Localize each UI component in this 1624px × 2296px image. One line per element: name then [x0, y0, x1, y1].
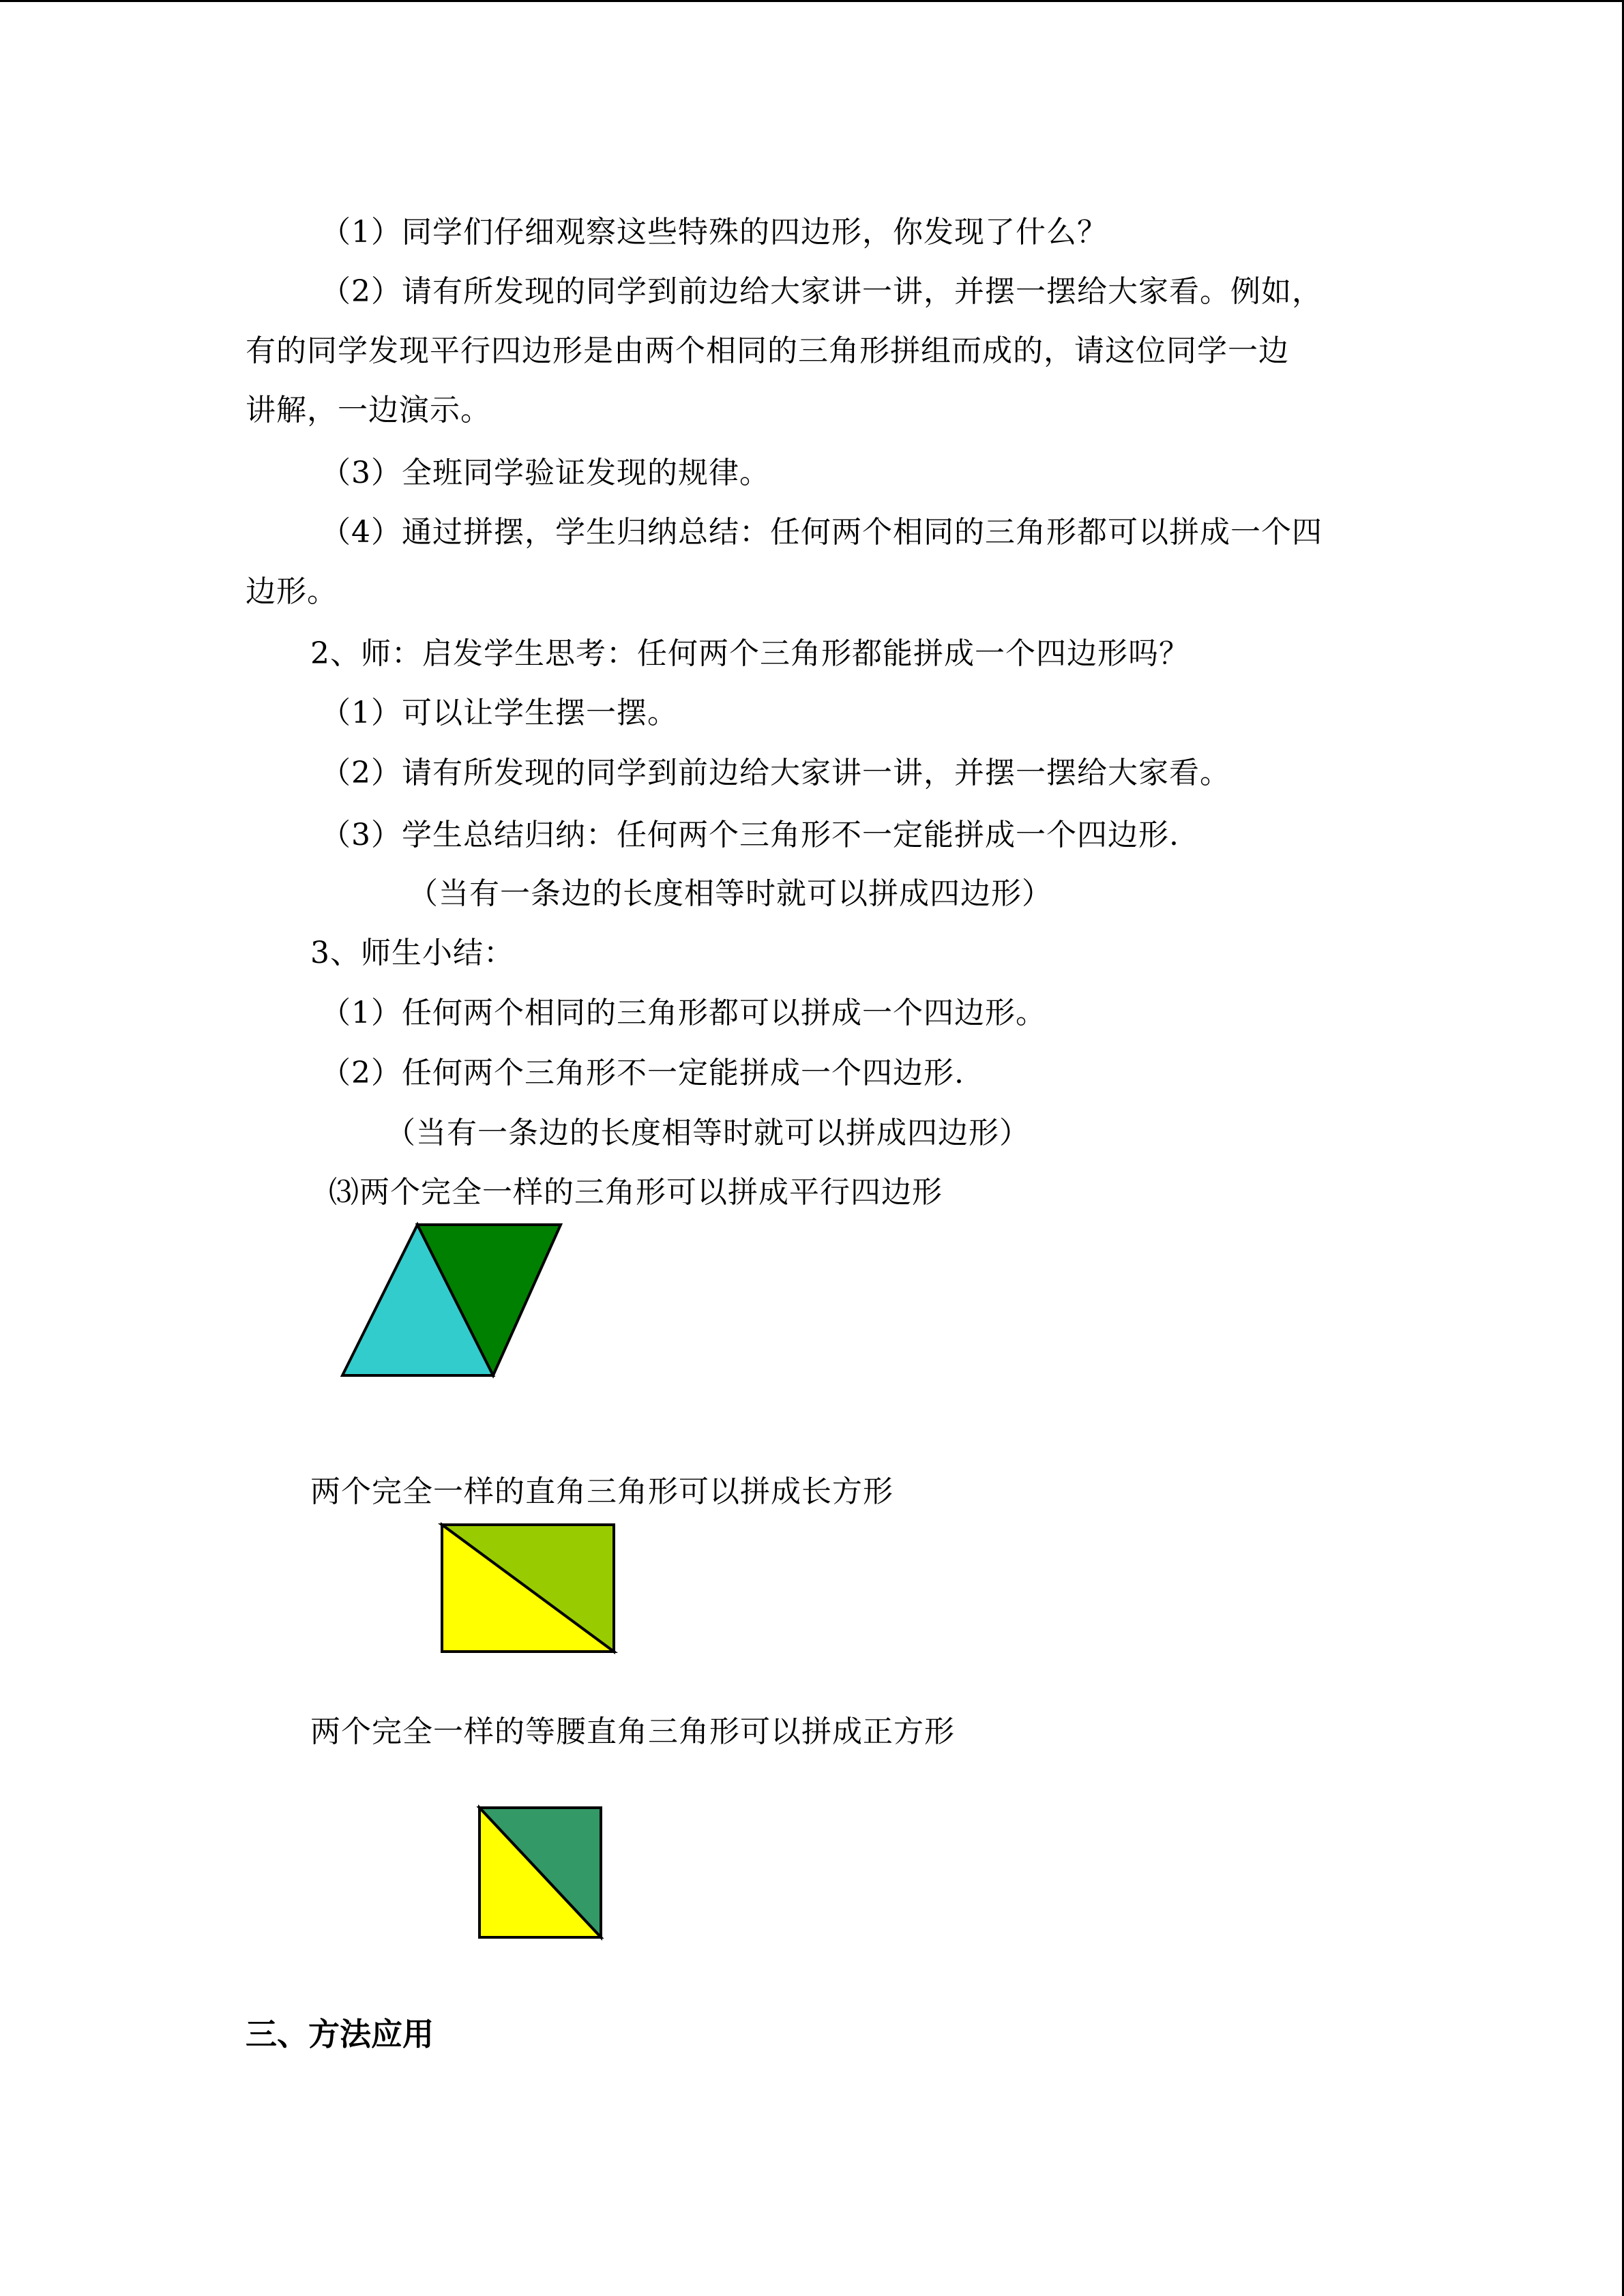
text-line-1: （1）同学们仔细观察这些特殊的四边形，你发现了什么？: [321, 215, 1108, 250]
text-line-16: （当有一条边的长度相等时就可以拼成四边形）: [385, 1116, 1030, 1150]
text-line-6: （4）通过拼摆，学生归纳总结：任何两个相同的三角形都可以拼成一个四: [321, 515, 1323, 550]
rectangle-caption: 两个完全一样的直角三角形可以拼成长方形: [310, 1474, 894, 1509]
text-line-8: 2、师：启发学生思考：任何两个三角形都能拼成一个四边形吗？: [310, 636, 1190, 671]
text-line-12: （当有一条边的长度相等时就可以拼成四边形）: [408, 876, 1052, 911]
text-line-7: 边形。: [246, 574, 338, 609]
text-line-10: （2）请有所发现的同学到前边给大家讲一讲，并摆一摆给大家看。: [321, 756, 1230, 790]
section-heading: 三、方法应用: [246, 2016, 434, 2053]
text-line-15: （2）任何两个三角形不一定能拼成一个四边形.: [321, 1056, 964, 1090]
text-line-5: （3）全班同学验证发现的规律。: [321, 456, 770, 490]
text-line-11: （3）学生总结归纳：任何两个三角形不一定能拼成一个四边形.: [321, 818, 1179, 852]
text-line-13: 3、师生小结：: [310, 936, 514, 970]
parallelogram-figure: [334, 1217, 573, 1381]
text-line-17: ⑶两个完全一样的三角形可以拼成平行四边形: [329, 1175, 943, 1210]
text-line-14: （1）任何两个相同的三角形都可以拼成一个四边形。: [321, 996, 1046, 1030]
text-line-9: （1）可以让学生摆一摆。: [321, 696, 678, 730]
text-line-3: 有的同学发现平行四边形是由两个相同的三角形拼组而成的，请这位同学一边: [246, 333, 1289, 368]
text-line-4: 讲解，一边演示。: [246, 393, 491, 428]
square-figure: [474, 1804, 607, 1943]
text-line-2: （2）请有所发现的同学到前边给大家讲一讲，并摆一摆给大家看。例如，: [321, 274, 1323, 309]
page-border-top: [0, 0, 1624, 2]
rectangle-figure: [437, 1521, 621, 1657]
square-caption: 两个完全一样的等腰直角三角形可以拼成正方形: [310, 1714, 955, 1749]
